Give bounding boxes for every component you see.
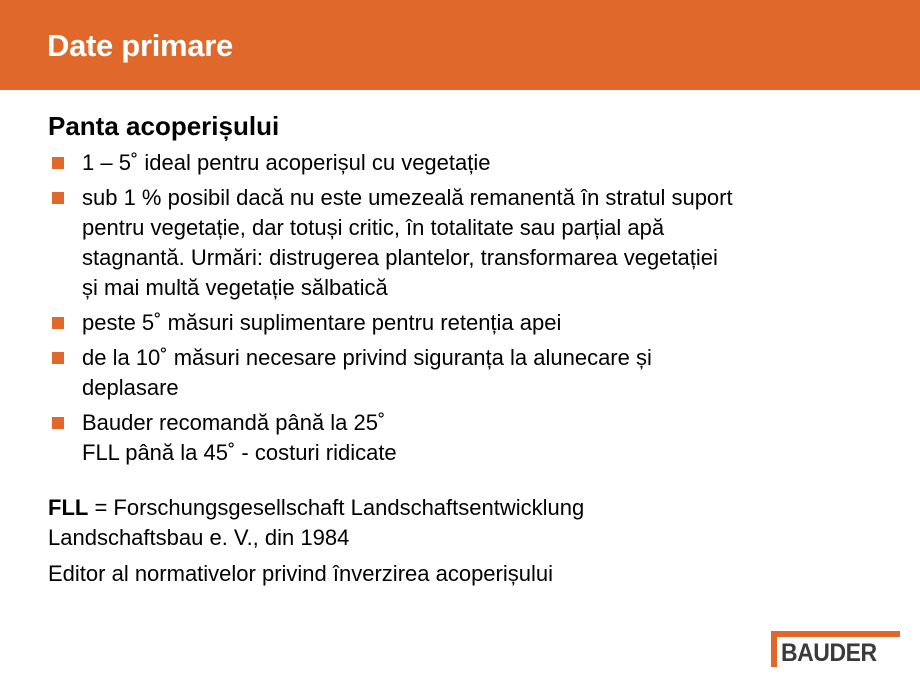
square-bullet-icon bbox=[52, 352, 64, 364]
bullet-text: pentru vegetație, dar totuși critic, în totalitate sau parțial apă bbox=[82, 215, 665, 240]
bullet-text: și mai multă vegetație sălbatică bbox=[82, 275, 388, 300]
bullet-item bbox=[48, 308, 868, 338]
square-bullet-icon bbox=[52, 317, 64, 329]
bullet-text: 1 – 5˚ ideal pentru acoperișul cu vegetație bbox=[82, 150, 491, 175]
square-bullet-icon bbox=[52, 417, 64, 429]
bullet-text: Bauder recomandă până la 25˚ bbox=[82, 410, 386, 435]
bullet-item bbox=[48, 183, 868, 303]
bullet-item bbox=[48, 408, 868, 468]
logo-side-bar bbox=[771, 631, 777, 667]
bullet-item bbox=[48, 343, 868, 403]
footnote-definition-line bbox=[48, 493, 868, 523]
footnote-abbreviation: FLL bbox=[48, 495, 89, 520]
bullet-text: sub 1 % posibil dacă nu este umezeală remanentă în stratul suport bbox=[82, 185, 733, 210]
square-bullet-icon bbox=[52, 157, 64, 169]
bullet-text: stagnantă. Urmări: distrugerea plantelor, transformarea vegetației bbox=[82, 245, 718, 270]
logo-top-bar bbox=[771, 631, 900, 637]
bullet-text: de la 10˚ măsuri necesare privind siguranța la alunecare și bbox=[82, 345, 652, 370]
bullet-list bbox=[48, 148, 868, 473]
footnote-definition: = Forschungsgesellschaft Landschaftsentwicklung bbox=[88, 495, 585, 520]
bauder-logo bbox=[771, 631, 900, 667]
slide-title: Date primare bbox=[47, 28, 233, 63]
bullet-item bbox=[48, 148, 868, 178]
section-heading: Panta acoperișului bbox=[48, 111, 280, 141]
footnote-definition-line-2: Landschaftsbau e. V., din 1984 bbox=[48, 525, 350, 550]
footnote-note: Editor al normativelor privind înverzirea acoperișului bbox=[48, 561, 554, 586]
header-bar bbox=[0, 0, 920, 90]
logo-text: BAUDER bbox=[781, 639, 877, 667]
square-bullet-icon bbox=[52, 192, 64, 204]
bullet-text: deplasare bbox=[82, 375, 179, 400]
footnote bbox=[48, 493, 868, 589]
bullet-text: FLL până la 45˚ - costuri ridicate bbox=[82, 440, 397, 465]
bullet-text: peste 5˚ măsuri suplimentare pentru retenția apei bbox=[82, 310, 562, 335]
